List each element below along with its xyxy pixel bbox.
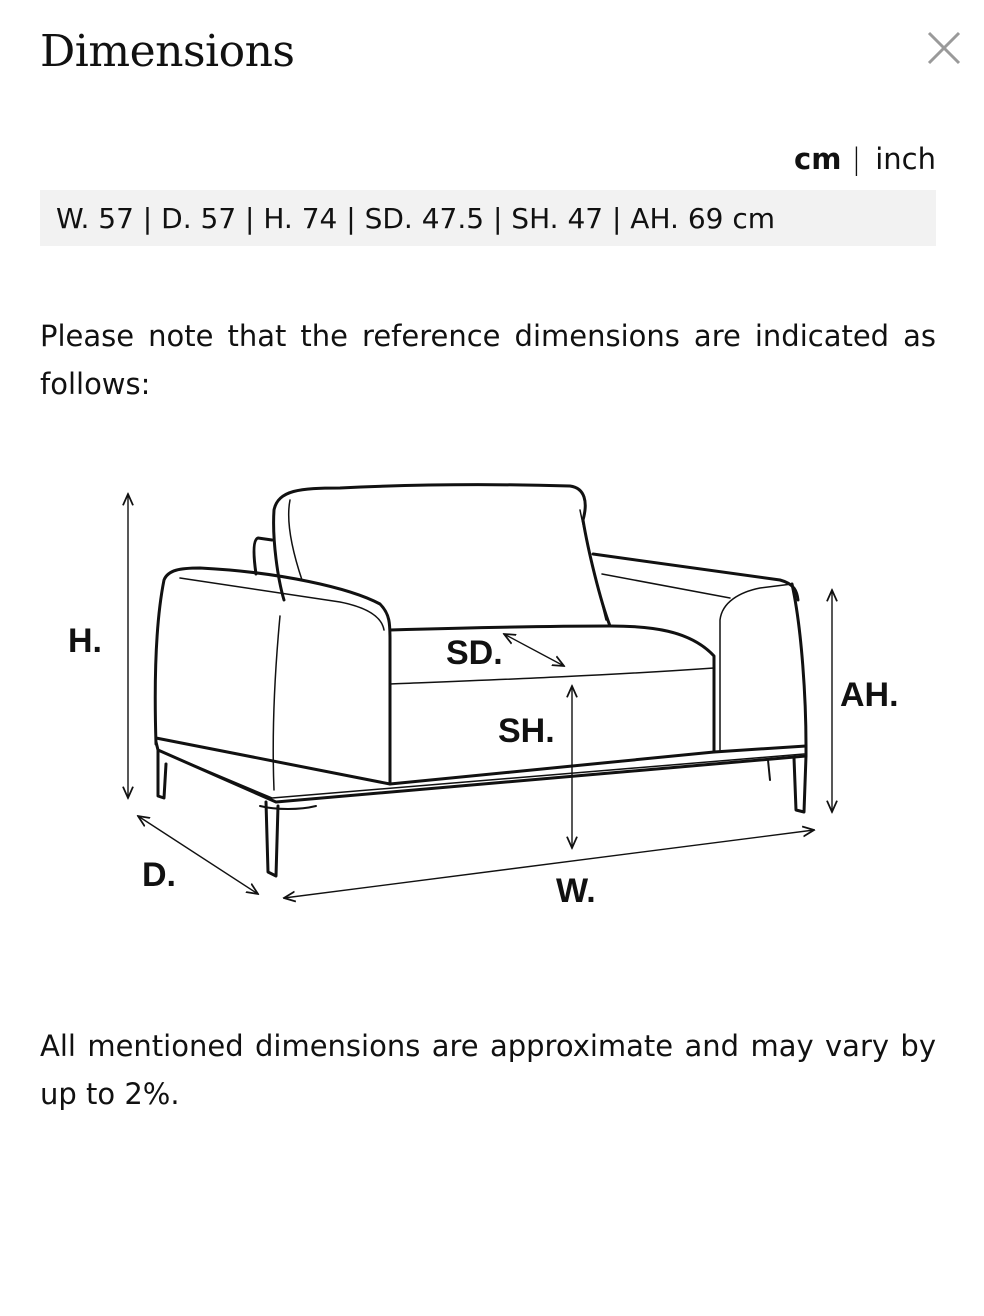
reference-note: Please note that the reference dimensions are indicated as follows: bbox=[40, 319, 936, 401]
label-height: H. bbox=[68, 622, 102, 660]
dimension-arrows bbox=[128, 494, 832, 898]
label-depth: D. bbox=[142, 856, 176, 894]
disclaimer-note: All mentioned dimensions are approximate and may vary by up to 2%. bbox=[40, 1029, 936, 1111]
unit-option-inch[interactable]: inch bbox=[875, 142, 936, 176]
seat-depth-arrow bbox=[504, 634, 564, 666]
unit-toggle bbox=[794, 142, 936, 176]
label-width: W. bbox=[556, 872, 596, 910]
close-icon bbox=[924, 28, 964, 68]
unit-separator: | bbox=[851, 142, 862, 176]
armchair-dimensions-diagram bbox=[40, 480, 936, 920]
width-arrow bbox=[284, 830, 814, 898]
label-seat-height: SH. bbox=[498, 712, 555, 750]
close-button[interactable] bbox=[924, 28, 964, 68]
label-arm-height: AH. bbox=[840, 676, 899, 714]
dialog-title: Dimensions bbox=[40, 26, 295, 77]
label-seat-depth: SD. bbox=[446, 634, 503, 672]
dimensions-summary: W. 57 | D. 57 | H. 74 | SD. 47.5 | SH. 47 | AH. 69 cm bbox=[56, 201, 776, 235]
armchair-drawing bbox=[155, 485, 806, 876]
dimensions-summary-bar bbox=[40, 190, 936, 246]
unit-option-cm[interactable]: cm bbox=[794, 142, 842, 176]
